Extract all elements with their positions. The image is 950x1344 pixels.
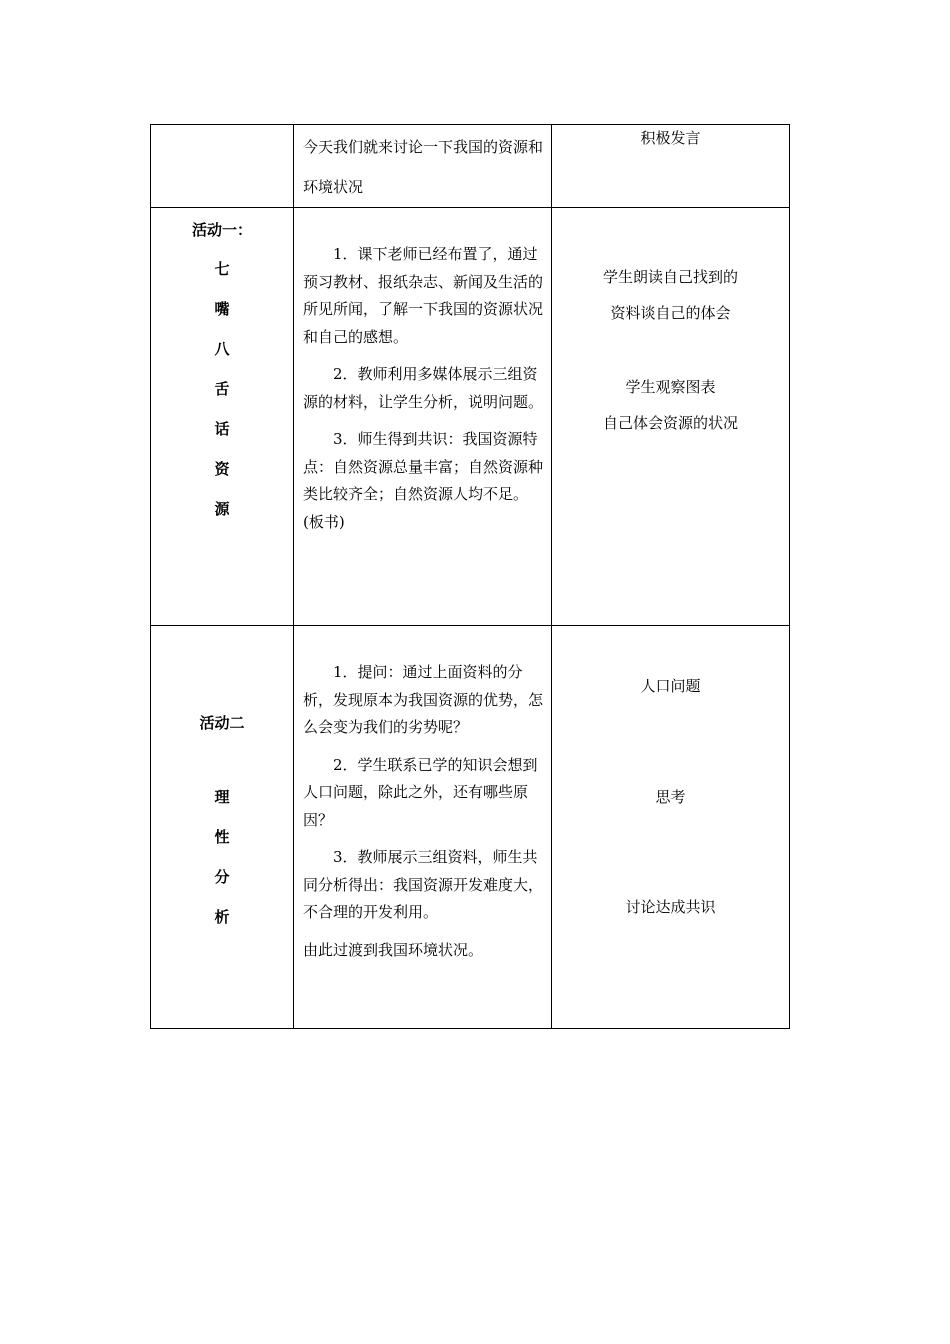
activity1-step: 3．师生得到共识：我国资源特点：自然资源总量丰富；自然资源种类比较齐全；自然资源人均不足。(板书) <box>303 430 544 531</box>
intro-content-cell <box>294 125 552 208</box>
activity1-name-char: 源 <box>214 500 230 518</box>
lesson-plan-table <box>150 124 790 1029</box>
activity2-row <box>151 626 790 1029</box>
activity1-student-line: 自己体会资源的状况 <box>602 414 738 432</box>
activity1-steps <box>294 208 551 536</box>
activity2-name-cell <box>151 626 294 1029</box>
activity1-student-cell <box>552 208 790 626</box>
activity1-student-group-2 <box>552 369 789 441</box>
activity1-step: 1．课下老师已经布置了，通过预习教材、报纸杂志、新闻及生活的所见所闻，了解一下我国的资源状况和自己的感想。 <box>303 245 544 346</box>
activity1-name-char: 嘴 <box>214 300 230 318</box>
activity2-steps <box>294 626 551 964</box>
activity2-student-item: 讨论达成共识 <box>625 898 716 916</box>
activity2-student-cell <box>552 626 790 1029</box>
activity2-name-char: 性 <box>214 828 230 846</box>
activity1-student-line: 学生朗读自己找到的 <box>602 268 738 286</box>
activity2-name-char: 分 <box>214 868 230 886</box>
activity1-name-char: 资 <box>214 460 230 478</box>
intro-student-cell <box>552 125 790 208</box>
intro-row <box>151 125 790 208</box>
activity2-step: 1．提问：通过上面资料的分析，发现原本为我国资源的优势，怎么会变为我们的劣势呢？ <box>303 663 544 736</box>
activity1-name-char: 八 <box>214 340 230 358</box>
activity2-note: 由此过渡到我国环境状况。 <box>303 940 484 959</box>
activity2-step: 2．学生联系已学的知识会想到人口问题，除此之外，还有哪些原因？ <box>303 755 538 829</box>
activity1-student-line: 学生观察图表 <box>625 378 716 396</box>
activity2-student-item: 人口问题 <box>640 677 701 695</box>
activity1-title: 活动一： <box>191 221 252 239</box>
activity2-title: 活动二 <box>199 714 245 732</box>
activity2-student-item: 思考 <box>655 788 686 806</box>
activity1-student-group-1 <box>552 208 789 331</box>
activity2-name <box>151 787 293 947</box>
activity1-name-char: 七 <box>214 260 230 278</box>
activity1-step: 2．教师利用多媒体展示三组资源的材料，让学生分析，说明问题。 <box>303 365 544 411</box>
activity2-steps-cell <box>294 626 552 1029</box>
activity1-name-cell <box>151 208 294 626</box>
intro-student-text: 积极发言 <box>640 129 701 147</box>
activity2-step: 3．教师展示三组资料，师生共同分析得出：我国资源开发难度大，不合理的开发利用。 <box>303 848 544 921</box>
activity1-name <box>151 259 293 539</box>
activity1-student-line: 资料谈自己的体会 <box>610 304 731 322</box>
activity2-name-char: 析 <box>214 908 230 926</box>
intro-activity-cell <box>151 125 294 208</box>
intro-content-text: 今天我们就来讨论一下我国的资源和环境状况 <box>303 138 544 196</box>
activity1-row <box>151 208 790 626</box>
activity2-name-char: 理 <box>214 788 230 806</box>
activity1-steps-cell <box>294 208 552 626</box>
activity1-name-char: 舌 <box>214 380 230 398</box>
activity1-name-char: 话 <box>214 420 230 438</box>
